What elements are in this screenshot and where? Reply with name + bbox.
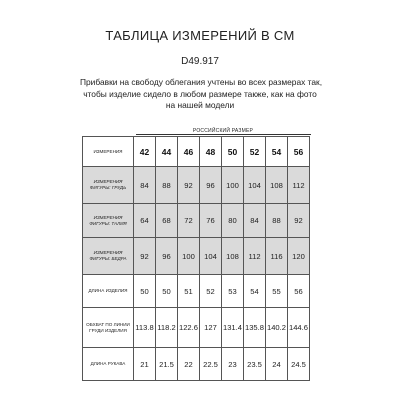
size-system-caption: РОССИЙСКИЙ РАЗМЕР: [192, 128, 254, 134]
table-cell: 50: [134, 275, 156, 308]
table-row: [83, 275, 310, 308]
row-label: ИЗМЕРЕНИЯ ФИГУРЫ: БЕДРА: [83, 238, 134, 275]
size-header: 50: [222, 137, 244, 167]
article-code: D49.917: [181, 56, 219, 67]
table-cell: 21: [134, 348, 156, 381]
table-cell: 21.5: [156, 348, 178, 381]
table-cell: 135.8: [244, 308, 266, 348]
table-row: [83, 204, 310, 238]
table-cell: 92: [134, 238, 156, 275]
fit-note: [80, 77, 323, 112]
size-header: 42: [134, 137, 156, 167]
size-header: 56: [288, 137, 310, 167]
table-row: [83, 348, 310, 381]
table-cell: 64: [134, 204, 156, 238]
table-cell: 122.6: [178, 308, 200, 348]
table-row: [83, 238, 310, 275]
table-row: [83, 167, 310, 204]
fit-note-line: чтобы изделие сидело в любом размере также, как на фото: [83, 88, 317, 99]
table-cell: 104: [200, 238, 222, 275]
size-header: 52: [244, 137, 266, 167]
size-table: [82, 136, 310, 381]
page-title: ТАБЛИЦА ИЗМЕРЕНИЙ В СМ: [105, 28, 295, 43]
table-cell: 72: [178, 204, 200, 238]
row-label: ИЗМЕРЕНИЯ ФИГУРЫ: ТАЛИЯ: [83, 204, 134, 238]
table-cell: 118.2: [156, 308, 178, 348]
table-cell: 22.5: [200, 348, 222, 381]
header-label: ИЗМЕРЕНИЯ: [83, 137, 134, 167]
size-header: 46: [178, 137, 200, 167]
row-label: ДЛИНА РУКАВА: [83, 348, 134, 381]
table-cell: 127: [200, 308, 222, 348]
size-header: 54: [266, 137, 288, 167]
table-cell: 112: [288, 167, 310, 204]
table-cell: 56: [288, 275, 310, 308]
table-cell: 108: [222, 238, 244, 275]
table-cell: 52: [200, 275, 222, 308]
table-cell: 108: [266, 167, 288, 204]
table-cell: 23.5: [244, 348, 266, 381]
table-cell: 113.8: [134, 308, 156, 348]
table-cell: 23: [222, 348, 244, 381]
fit-note-line: Прибавки на свободу облегания учтены во всех размерах так,: [80, 77, 323, 87]
row-label: ОБХВАТ ПО ЛИНИИ ГРУДИ ИЗДЕЛИЯ: [83, 308, 134, 348]
table-cell: 80: [222, 204, 244, 238]
table-cell: 51: [178, 275, 200, 308]
table-cell: 104: [244, 167, 266, 204]
table-cell: 144.6: [288, 308, 310, 348]
table-cell: 112: [244, 238, 266, 275]
table-cell: 84: [134, 167, 156, 204]
table-cell: 76: [200, 204, 222, 238]
table-cell: 22: [178, 348, 200, 381]
table-cell: 24.5: [288, 348, 310, 381]
table-cell: 84: [244, 204, 266, 238]
table-cell: 68: [156, 204, 178, 238]
table-cell: 53: [222, 275, 244, 308]
table-cell: 55: [266, 275, 288, 308]
fit-note-line: на нашей модели: [165, 100, 235, 110]
row-label: ИЗМЕРЕНИЯ ФИГУРЫ: ГРУДЬ: [83, 167, 134, 204]
table-cell: 100: [222, 167, 244, 204]
table-cell: 92: [288, 204, 310, 238]
table-cell: 116: [266, 238, 288, 275]
table-cell: 50: [156, 275, 178, 308]
size-header-row: [83, 137, 310, 167]
table-cell: 54: [244, 275, 266, 308]
size-header: 44: [156, 137, 178, 167]
size-header: 48: [200, 137, 222, 167]
table-cell: 96: [200, 167, 222, 204]
table-cell: 140.2: [266, 308, 288, 348]
table-cell: 24: [266, 348, 288, 381]
table-cell: 92: [178, 167, 200, 204]
table-cell: 88: [266, 204, 288, 238]
table-cell: 100: [178, 238, 200, 275]
table-cell: 120: [288, 238, 310, 275]
table-cell: 88: [156, 167, 178, 204]
table-cell: 96: [156, 238, 178, 275]
row-label: ДЛИНА ИЗДЕЛИЯ: [83, 275, 134, 308]
table-row: [83, 308, 310, 348]
size-caption-divider: [136, 134, 311, 135]
table-cell: 131.4: [222, 308, 244, 348]
